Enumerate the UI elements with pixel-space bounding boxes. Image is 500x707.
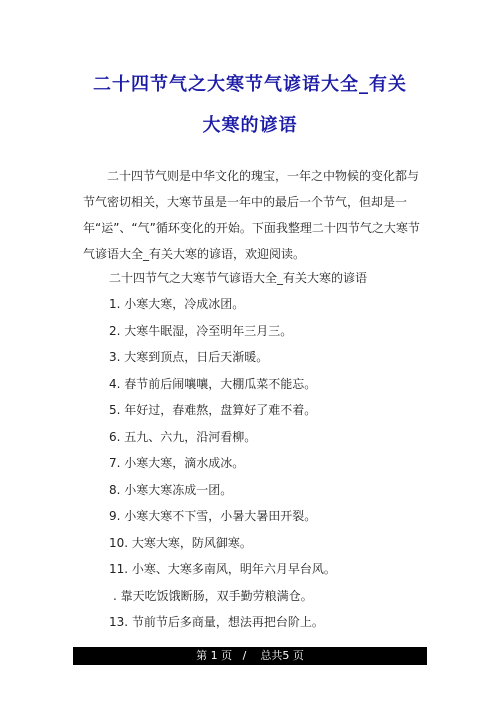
list-item: 7. 小寒大寒，滴水成冰。 — [109, 456, 245, 470]
list-item: 13. 节前节后多商量，想法再把台阶上。 — [109, 615, 324, 629]
list-item: 11. 小寒、大寒多南风，明年六月早台风。 — [109, 562, 336, 576]
list-item: 9. 小寒大寒不下雪，小暑大暑田开裂。 — [109, 509, 317, 523]
document-title-line1: 二十四节气之大寒节气谚语大全_有关 — [93, 74, 407, 95]
page-number: 第 1 页 — [196, 649, 233, 662]
list-item: 6. 五九、六九，沿河看柳。 — [109, 430, 257, 444]
page-total: 总共5 页 — [260, 649, 304, 662]
list-item: . 靠天吃饭饿断肠，双手勤劳粮满仓。 — [113, 589, 313, 603]
list-item: 8. 小寒大寒冻成一团。 — [109, 483, 233, 497]
intro-paragraph: 二十四节气则是中华文化的瑰宝，一年之中物候的变化都与节气密切相关，大寒节虽是一年中的最后一个节气，但却是一年“运”、“气”循环变化的开始。下面我整理二十四节气之大寒节气谚语大全_有关大寒的谚语，欢迎阅读。 — [83, 169, 420, 261]
list-subheading: 二十四节气之大寒节气谚语大全_有关大寒的谚语 — [109, 271, 368, 285]
list-item: 4. 春节前后闹嚷嚷，大棚瓜菜不能忘。 — [109, 377, 317, 391]
list-item: 3. 大寒到顶点，日后天渐暖。 — [109, 350, 269, 364]
document-title-line2: 大寒的谚语 — [202, 115, 298, 136]
page-footer — [73, 647, 427, 665]
list-item: 2. 大寒牛眠湿，冷至明年三月三。 — [109, 324, 293, 338]
list-item: 1. 小寒大寒，冷成冰团。 — [109, 297, 245, 311]
list-item: 5. 年好过，春难熬，盘算好了难不着。 — [109, 403, 317, 417]
page-separator: / — [242, 649, 247, 662]
list-item: 10. 大寒大寒，防风御寒。 — [109, 536, 252, 550]
